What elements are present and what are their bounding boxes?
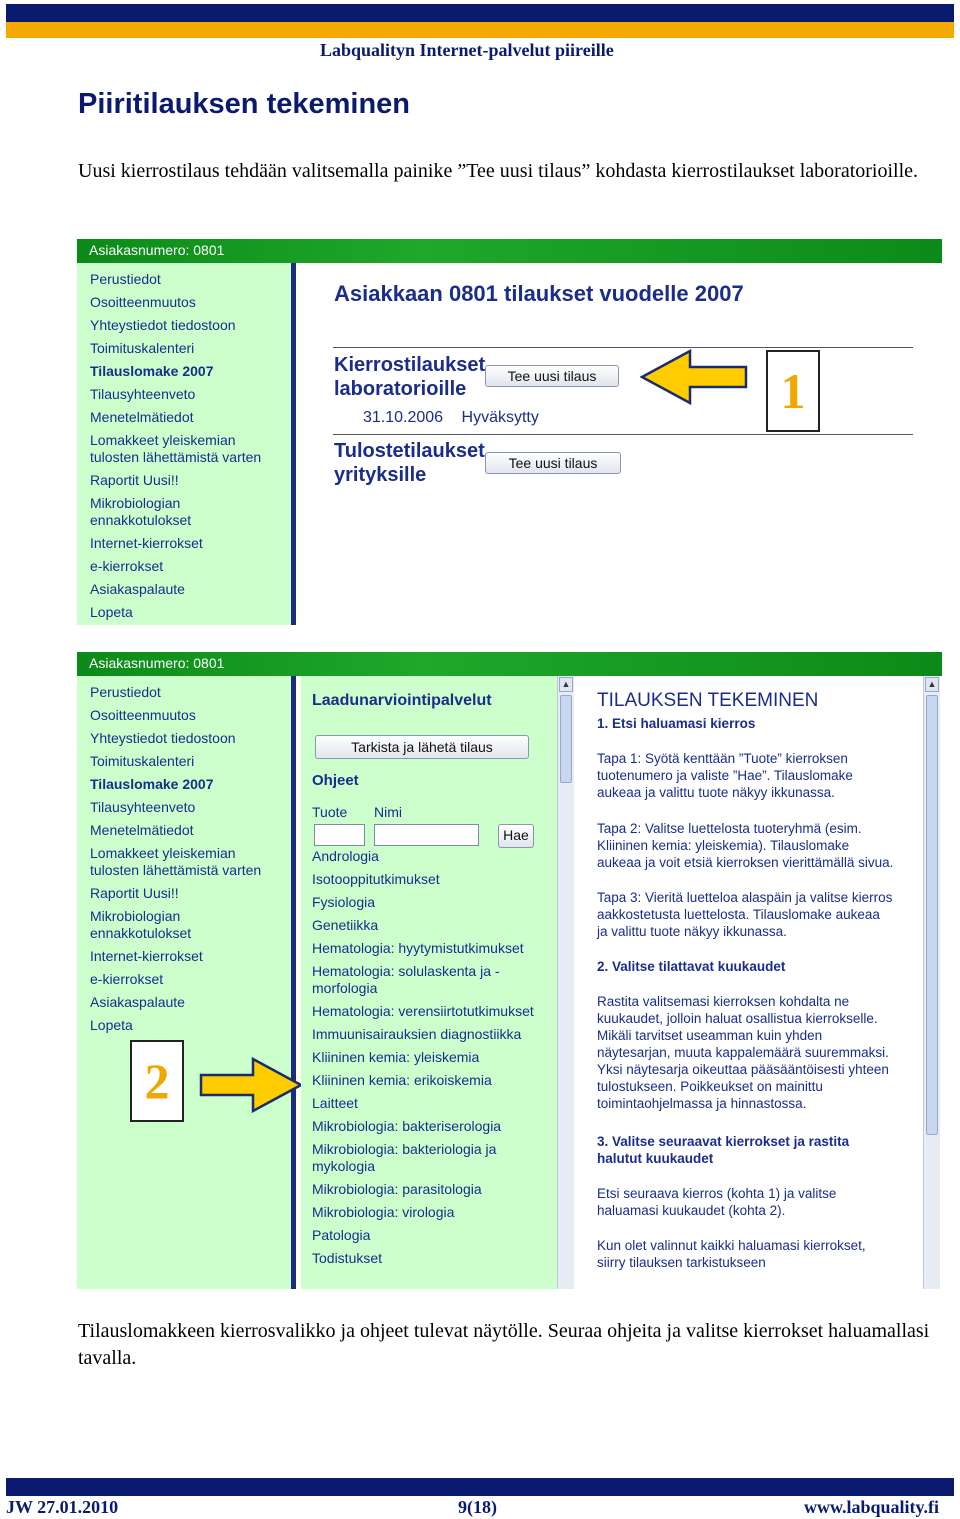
order-date: 31.10.2006 [363, 409, 444, 426]
nav-item[interactable]: Internet-kierrokset [90, 535, 203, 551]
instruction-line: toimintaohjelmassa ja hinnastossa. [597, 1096, 807, 1111]
callout-2: 2 [130, 1040, 184, 1122]
section-label-line: yrityksille [334, 464, 427, 486]
nav-item[interactable]: Tilausyhteenveto [90, 386, 196, 402]
category-link[interactable]: Immuunisairauksien diagnostiikka [312, 1026, 522, 1042]
left-navigation [77, 263, 296, 625]
nav-item[interactable]: Raportit Uusi!! [90, 885, 179, 901]
nav-item[interactable]: e-kierrokset [90, 971, 164, 987]
instruction-heading: halutut kuukaudet [597, 1151, 714, 1166]
instructions-title: TILAUKSEN TEKEMINEN [597, 690, 819, 711]
instruction-line: Rastita valitsemasi kierroksen kohdalta ne [597, 994, 850, 1009]
instruction-line: aukeaa ja voit etsiä kierroksen vierittämällä sivua. [597, 855, 894, 870]
instruction-line: Mikäli tarvitset useamman kuin yhden [597, 1028, 823, 1043]
nav-item[interactable]: Mikrobiologian [90, 908, 181, 924]
instructions-column [595, 676, 923, 1289]
nav-item[interactable]: ennakkotulokset [90, 512, 192, 528]
scroll-thumb[interactable] [926, 695, 938, 1135]
instruction-line: aukeaa ja valittu tuote näkyy ikkunassa. [597, 785, 835, 800]
footer-url: www.labquality.fi [804, 1497, 940, 1517]
nav-item[interactable]: Tilauslomake 2007 [90, 363, 214, 379]
services-title: Laadunarviointipalvelut [312, 692, 492, 709]
category-link[interactable]: Mikrobiologia: virologia [312, 1204, 455, 1220]
instruction-line: tulostukseen. Poikkeukset on mainittu [597, 1079, 823, 1094]
category-link[interactable]: Hematologia: solulaskenta ja - [312, 963, 500, 979]
nav-item[interactable]: Tilauslomake 2007 [90, 776, 214, 792]
category-link[interactable]: Genetiikka [312, 917, 379, 933]
footer-bar [6, 1478, 954, 1496]
header-title: Labqualityn Internet-palvelut piireille [320, 40, 614, 60]
order-status: Hyväksytty [461, 409, 539, 426]
section-label-prints [334, 439, 485, 487]
scroll-up-icon[interactable]: ▲ [559, 677, 573, 692]
nav-item[interactable]: Perustiedot [90, 271, 161, 287]
intro-paragraph: Uusi kierrostilaus tehdään valitsemalla painike ”Tee uusi tilaus” kohdasta kierrostilaukset laboratorioille. [78, 160, 919, 182]
header-orange-stripe [6, 22, 954, 38]
search-button[interactable]: Hae [498, 824, 534, 848]
nav-item[interactable]: Asiakaspalaute [90, 994, 185, 1010]
instruction-line: siirry tilauksen tarkistukseen [597, 1255, 766, 1270]
instruction-line: Kliininen kemia: yleiskemia). Tilauslomake [597, 838, 850, 853]
instruction-line: ja valittu tuote näkyy ikkunassa. [597, 924, 787, 939]
nav-item[interactable]: Asiakaspalaute [90, 581, 185, 597]
page-title: Piiritilauksen tekeminen [78, 88, 411, 120]
category-link[interactable]: Mikrobiologia: bakteriologia ja [312, 1141, 497, 1157]
outro-paragraph: Tilauslomakkeen kierrosvalikko ja ohjeet tulevat näytölle. Seuraa ohjeita ja valitse kierrokset haluamallasi tavalla. [78, 1320, 930, 1369]
category-link[interactable]: Patologia [312, 1227, 371, 1243]
nav-item[interactable]: Menetelmätiedot [90, 409, 194, 425]
category-link[interactable]: Isotooppitutkimukset [312, 871, 440, 887]
check-and-send-button[interactable]: Tarkista ja lähetä tilaus [315, 735, 529, 759]
section-label-line: Tulostetilaukset [334, 440, 485, 462]
instruction-line: Kun olet valinnut kaikki haluamasi kierrokset, [597, 1238, 866, 1253]
orders-title: Asiakkaan 0801 tilaukset vuodelle 2007 [334, 281, 744, 306]
instruction-line: haluamasi kuukaudet (kohta 2). [597, 1203, 786, 1218]
scroll-up-icon[interactable]: ▲ [925, 677, 939, 692]
nav-item[interactable]: Yhteystiedot tiedostoon [90, 730, 236, 746]
product-input[interactable] [314, 824, 365, 846]
callout-1: 1 [766, 350, 820, 432]
product-label: Tuote [312, 804, 348, 820]
instruction-line: Yksi näytesarja oikeuttaa pääsääntöisesti yhteen [597, 1062, 889, 1077]
screenshot-order-form [77, 652, 942, 1289]
nav-item[interactable]: Toimituskalenteri [90, 340, 195, 356]
section-label-line: Kierrostilaukset [334, 354, 486, 376]
instruction-line: näytesarjan, muuta kappalemäärä suuremmaksi. [597, 1045, 889, 1060]
category-link[interactable]: Mikrobiologia: parasitologia [312, 1181, 482, 1197]
instruction-line: aakkostetusta luettelosta. Tilauslomake aukeaa [597, 907, 880, 922]
screenshot-orders [77, 239, 942, 625]
instruction-line: tuotenumero ja valiste ”Hae”. Tilauslomake [597, 768, 853, 783]
category-link[interactable]: Kliininen kemia: erikoiskemia [312, 1072, 492, 1088]
category-link[interactable]: Mikrobiologia: bakteriserologia [312, 1118, 502, 1134]
name-input[interactable] [374, 824, 479, 846]
nav-item[interactable]: e-kierrokset [90, 558, 164, 574]
category-column [301, 676, 557, 1289]
nav-item[interactable]: Lopeta [90, 604, 133, 620]
nav-item[interactable]: Menetelmätiedot [90, 822, 194, 838]
nav-item[interactable]: ennakkotulokset [90, 925, 192, 941]
category-link[interactable]: Hematologia: verensiirtotutkimukset [312, 1003, 534, 1019]
customer-number-bar: Asiakasnumero: 0801 [77, 652, 942, 676]
category-link[interactable]: Kliininen kemia: yleiskemia [312, 1049, 480, 1065]
nav-item[interactable]: Lomakkeet yleiskemian [90, 845, 236, 861]
scrollbar-middle[interactable] [557, 676, 574, 1289]
instruction-heading: 2. Valitse tilattavat kuukaudet [597, 959, 786, 974]
instruction-line: Tapa 1: Syötä kenttään ”Tuote” kierroksen [597, 751, 848, 766]
nav-item[interactable]: Raportit Uusi!! [90, 472, 179, 488]
new-order-button-prints[interactable]: Tee uusi tilaus [485, 452, 621, 474]
nav-item[interactable]: Tilausyhteenveto [90, 799, 196, 815]
instruction-line: Tapa 2: Valitse luettelosta tuoteryhmä (esim. [597, 821, 862, 836]
nav-item[interactable]: tulosten lähettämistä varten [90, 862, 262, 878]
category-link[interactable]: Fysiologia [312, 894, 376, 910]
instruction-line: Tapa 3: Vieritä luetteloa alaspäin ja valitse kierros [597, 890, 893, 905]
category-link[interactable]: Laitteet [312, 1095, 358, 1111]
scrollbar-right[interactable] [923, 676, 940, 1289]
order-row[interactable] [363, 409, 553, 427]
divider [333, 347, 913, 348]
section-label-rounds [334, 353, 485, 401]
nav-item[interactable]: Mikrobiologian [90, 495, 181, 511]
scroll-thumb[interactable] [560, 695, 572, 783]
nav-item[interactable]: Lomakkeet yleiskemian [90, 432, 236, 448]
nav-item[interactable]: Internet-kierrokset [90, 948, 203, 964]
nav-item[interactable]: Yhteystiedot tiedostoon [90, 317, 236, 333]
nav-item[interactable]: Lopeta [90, 1017, 133, 1033]
instruction-heading: 3. Valitse seuraavat kierrokset ja rastita [597, 1134, 850, 1149]
nav-item[interactable]: tulosten lähettämistä varten [90, 449, 262, 465]
category-link[interactable]: Hematologia: hyytymistutkimukset [312, 940, 524, 956]
instruction-line: kuukaudet, jolloin haluat osallistua kierrokselle. [597, 1011, 878, 1026]
section-label-line: laboratorioille [334, 378, 467, 400]
customer-number-bar: Asiakasnumero: 0801 [77, 239, 942, 263]
category-link[interactable]: mykologia [312, 1158, 376, 1174]
name-label: Nimi [374, 804, 402, 820]
header-navy-stripe [6, 4, 954, 22]
nav-item[interactable]: Perustiedot [90, 684, 161, 700]
category-link[interactable]: morfologia [312, 980, 378, 996]
nav-item[interactable]: Osoitteenmuutos [90, 294, 196, 310]
header-bar [6, 4, 954, 38]
instructions-link[interactable]: Ohjeet [312, 772, 359, 789]
footer-page-number: 9(18) [458, 1497, 497, 1517]
nav-item[interactable]: Toimituskalenteri [90, 753, 195, 769]
arrow-right-icon [199, 1057, 303, 1113]
left-navigation [77, 676, 296, 1289]
new-order-button-rounds[interactable]: Tee uusi tilaus [485, 365, 619, 387]
arrow-left-icon [640, 349, 748, 405]
footer-author-date: JW 27.01.2010 [6, 1497, 119, 1517]
instruction-heading: 1. Etsi haluamasi kierros [597, 716, 756, 731]
category-link[interactable]: Andrologia [312, 848, 379, 864]
instruction-line: Etsi seuraava kierros (kohta 1) ja valitse [597, 1186, 837, 1201]
category-link[interactable]: Todistukset [312, 1250, 383, 1266]
nav-item[interactable]: Osoitteenmuutos [90, 707, 196, 723]
divider [333, 434, 913, 435]
